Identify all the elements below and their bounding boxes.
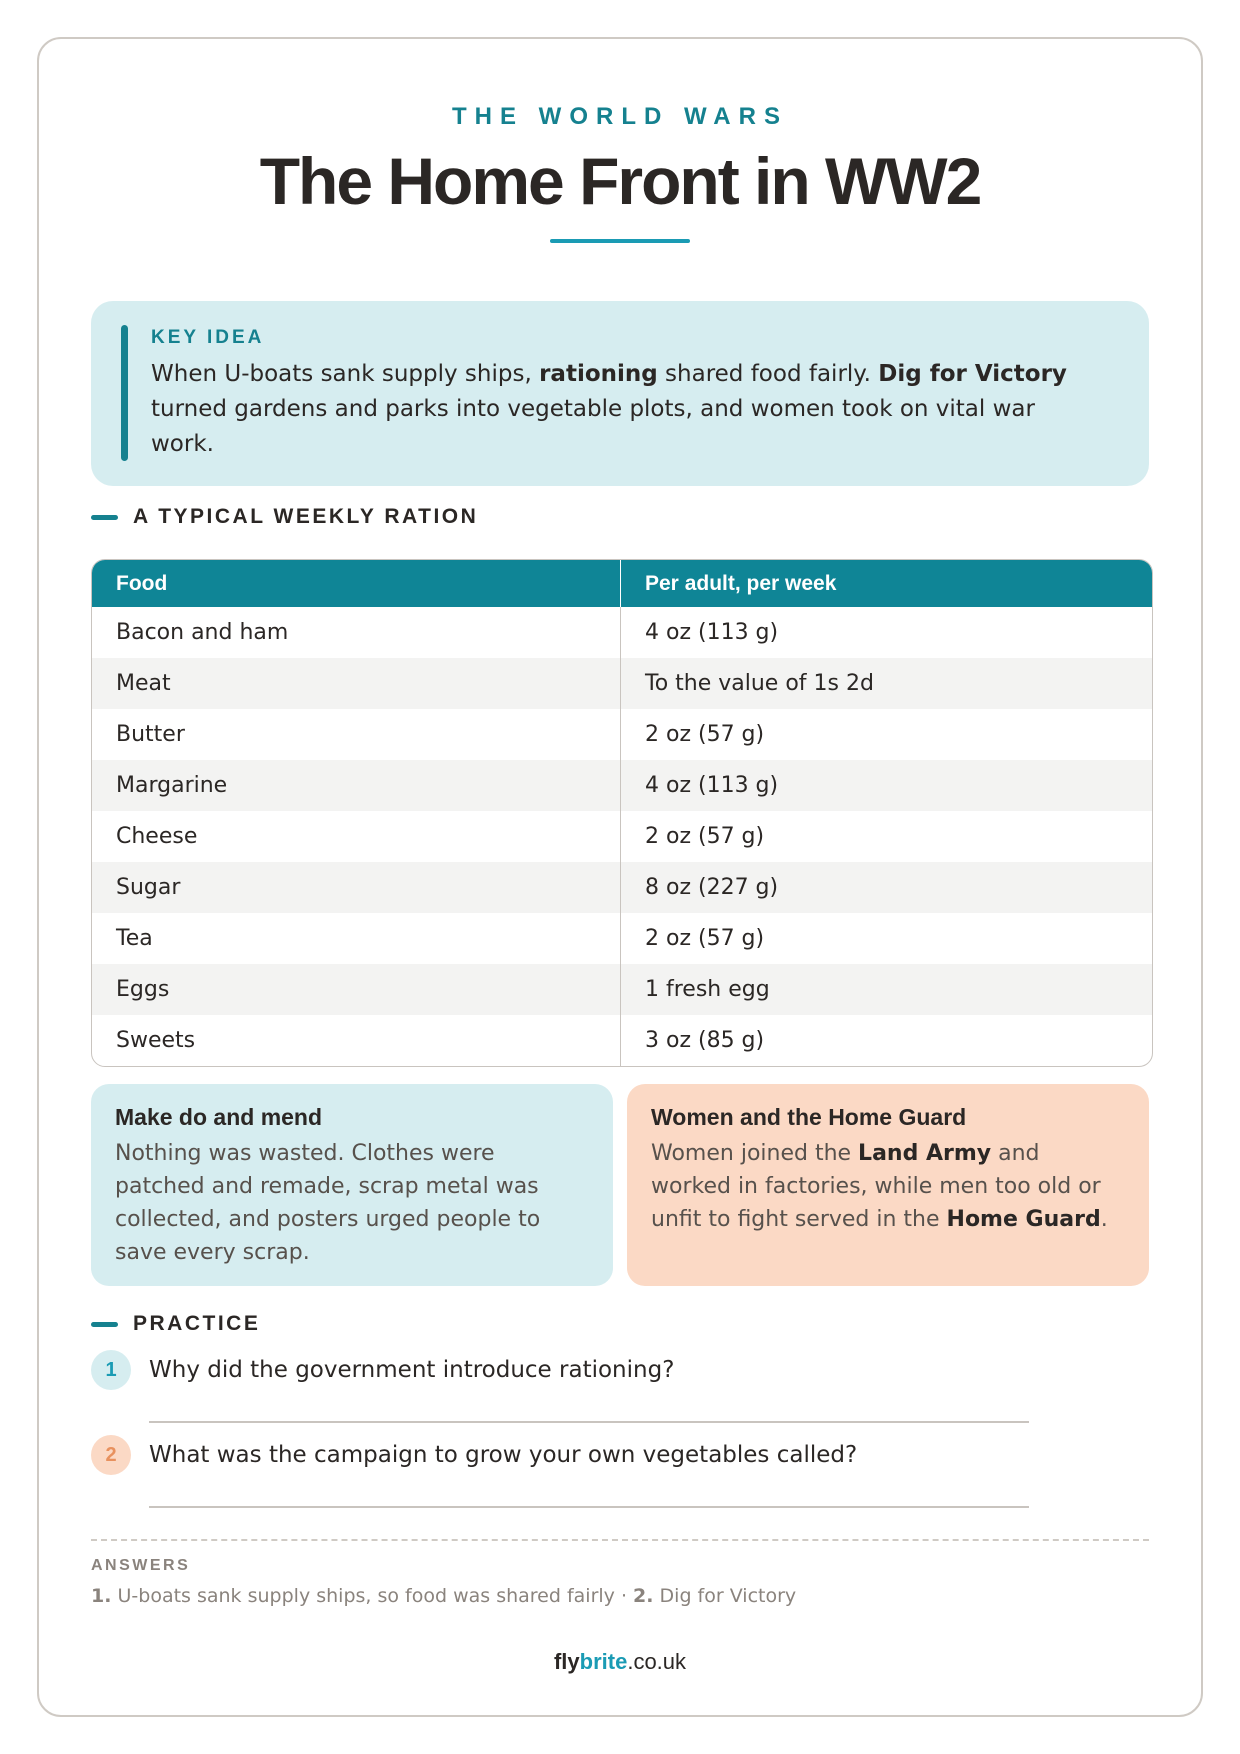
- card-text-part: and worked in factories, while men too old or unfit to fight served in the: [651, 1141, 1101, 1232]
- answer-separator: ·: [614, 1585, 634, 1607]
- column-header-amount: Per adult, per week: [621, 560, 1152, 607]
- food-cell: Butter: [92, 709, 621, 760]
- card-title: Make do and mend: [115, 1104, 323, 1130]
- key-idea-accent-bar: [121, 325, 128, 461]
- brand-part: fly: [553, 1649, 580, 1674]
- food-cell: Sugar: [92, 862, 621, 913]
- food-cell: Meat: [92, 658, 621, 709]
- answer-number: 1.: [91, 1585, 112, 1607]
- amount-cell: 4 oz (113 g): [645, 620, 779, 645]
- food-cell: Cheese: [92, 811, 621, 862]
- question-text: Why did the government introduce rationing?: [149, 1357, 675, 1383]
- food-cell: Margarine: [92, 760, 621, 811]
- answer-text: U-boats sank supply ships, so food was shared fairly: [111, 1585, 615, 1607]
- table-row: [92, 964, 1152, 1015]
- worksheet-page: [37, 37, 1203, 1717]
- table-header-row: [92, 560, 1152, 607]
- women-home-guard-card: [627, 1084, 1149, 1286]
- key-term-home-guard: Home Guard: [946, 1207, 1101, 1232]
- amount-cell: To the value of 1s 2d: [621, 658, 1152, 709]
- key-idea-text: [151, 357, 1069, 462]
- key-term-dig-for-victory: Dig for Victory: [878, 361, 1067, 387]
- table-row: [92, 811, 1152, 862]
- brand-part: brite: [579, 1649, 628, 1674]
- card-text: [651, 1137, 1125, 1236]
- table-row: [92, 709, 1152, 760]
- key-idea-label: KEY IDEA: [151, 327, 265, 348]
- ration-table: [91, 559, 1153, 1067]
- key-idea-text-part: shared food fairly.: [657, 361, 879, 387]
- make-do-and-mend-card: [91, 1084, 613, 1286]
- practice-section-heading: [91, 1312, 260, 1336]
- table-row: [92, 1015, 1152, 1066]
- amount-cell: 2 oz (57 g): [645, 722, 765, 747]
- food-cell: Eggs: [92, 964, 621, 1015]
- section-dash: [91, 1322, 118, 1327]
- table-row: [92, 862, 1152, 913]
- question-number-badge: 2: [91, 1435, 131, 1475]
- section-dash: [91, 515, 118, 520]
- key-idea-text-part: When U-boats sank supply ships,: [151, 361, 540, 387]
- ration-heading: A TYPICAL WEEKLY RATION: [133, 505, 479, 528]
- question-2: [91, 1435, 1149, 1475]
- title-underline: [550, 239, 690, 243]
- key-idea-text-part: turned gardens and parks into vegetable plots, and women took on vital war work.: [151, 396, 1035, 457]
- page-title: The Home Front in WW2: [259, 144, 981, 218]
- eyebrow: THE WORLD WARS: [452, 103, 788, 130]
- card-text-part: .: [1100, 1207, 1108, 1232]
- question-1: [91, 1350, 1149, 1390]
- answer-line-2[interactable]: [149, 1506, 1029, 1508]
- amount-cell: 4 oz (113 g): [621, 760, 1152, 811]
- table-row: [92, 913, 1152, 964]
- card-text: Nothing was wasted. Clothes were patched and remade, scrap metal was collected, and posters urged people to save every scrap.: [115, 1141, 541, 1265]
- key-term-rationing: rationing: [539, 361, 658, 387]
- practice-heading: PRACTICE: [133, 1312, 261, 1335]
- answer-line-1[interactable]: [149, 1421, 1029, 1423]
- food-cell: Sweets: [92, 1015, 621, 1066]
- amount-cell: 3 oz (85 g): [645, 1028, 765, 1053]
- brand-domain: .co.uk: [627, 1649, 687, 1674]
- food-cell: Tea: [92, 913, 621, 964]
- question-number-badge: 1: [91, 1350, 131, 1390]
- answers-text: [91, 1585, 796, 1607]
- amount-cell: 1 fresh egg: [621, 964, 1152, 1015]
- answer-text: Dig for Victory: [653, 1585, 797, 1607]
- food-cell: Bacon and ham: [92, 607, 621, 658]
- answers-divider: [91, 1539, 1149, 1541]
- card-text-part: Women joined the: [651, 1141, 859, 1166]
- amount-cell: 8 oz (227 g): [621, 862, 1152, 913]
- amount-cell: 2 oz (57 g): [645, 926, 765, 951]
- column-header-food: Food: [92, 560, 621, 607]
- amount-cell: 2 oz (57 g): [645, 824, 765, 849]
- table-row: [92, 607, 1152, 658]
- table-row: [92, 760, 1152, 811]
- brand-logo: [91, 1649, 1149, 1675]
- table-row: [92, 658, 1152, 709]
- key-term-land-army: Land Army: [858, 1141, 992, 1166]
- question-text: What was the campaign to grow your own vegetables called?: [149, 1442, 858, 1468]
- key-idea-box: [91, 301, 1149, 486]
- answer-number: 2.: [633, 1585, 654, 1607]
- answers-label: ANSWERS: [91, 1557, 191, 1574]
- ration-section-heading: [91, 505, 478, 529]
- page-content: [91, 39, 1149, 1715]
- card-title: Women and the Home Guard: [651, 1104, 967, 1130]
